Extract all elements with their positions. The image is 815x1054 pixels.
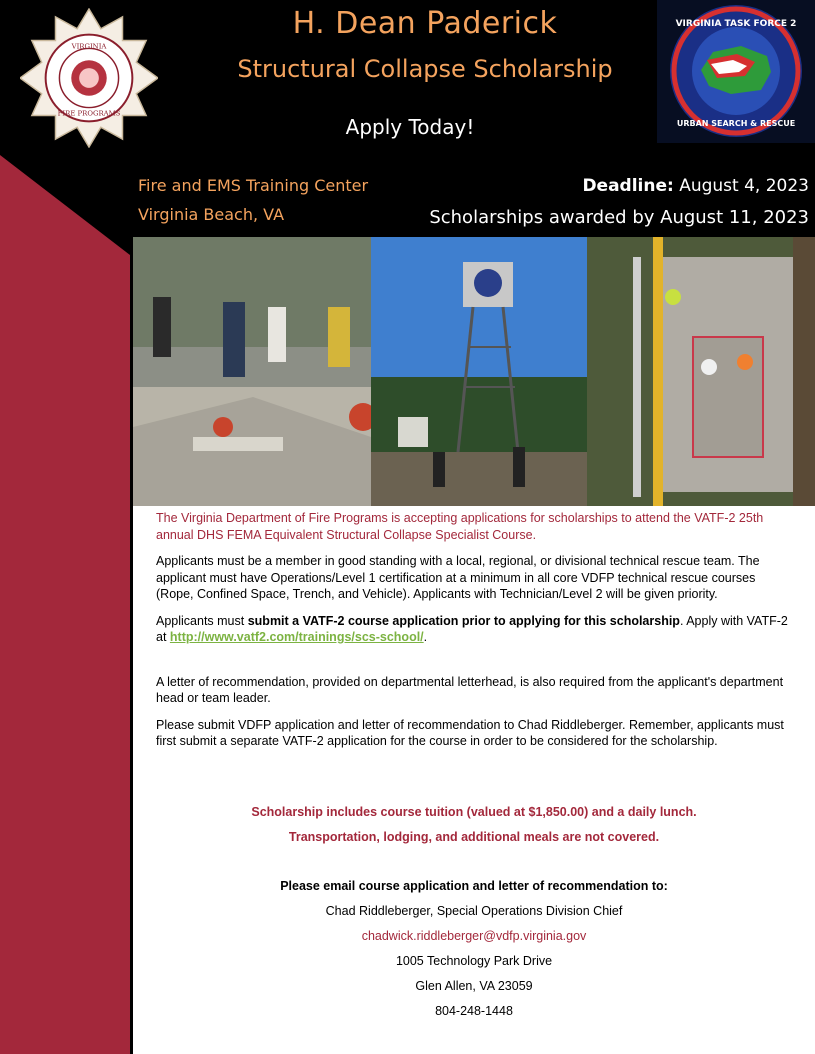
application-text-end: . <box>423 630 428 644</box>
application-text-pre: Applicants must <box>156 613 248 628</box>
contact-address-line1: 1005 Technology Park Drive <box>395 954 553 968</box>
vdfp-seal-logo <box>20 8 158 148</box>
photo-collage <box>133 237 815 506</box>
application-paragraph <box>156 613 796 646</box>
recommendation-paragraph: A letter of recommendation, provided on departmental letterhead, is also required from the applicant's department head or team leader. <box>156 674 784 705</box>
deadline-date: August 4, 2023 <box>673 176 809 196</box>
contact-phone: 804-248-1448 <box>435 1004 513 1018</box>
application-text-mid: . Apply with VATF-2 at <box>156 613 788 644</box>
submission-paragraph: Please submit VDFP application and letter of recommendation to Chad Riddleberger. Remember, applicants must first submit a separate VATF-2 application for the course in order to be considered for the scholarship. <box>156 717 784 748</box>
svg-text:FIRE PROGRAMS: FIRE PROGRAMS <box>57 109 121 118</box>
location-city: Virginia Beach, VA <box>138 205 285 224</box>
vatf2-patch-logo <box>657 0 815 143</box>
photo-wall-breach <box>587 237 815 506</box>
contact-name: Chad Riddleberger, Special Operations Division Chief <box>325 904 623 918</box>
contact-email[interactable]: chadwick.riddleberger@vdfp.virginia.gov <box>361 929 587 943</box>
deadline-label: Deadline: <box>582 176 674 196</box>
apply-today-text: Apply Today! <box>345 115 475 139</box>
title-name: H. Dean Paderick <box>292 6 558 41</box>
highlight-includes: Scholarship includes course tuition (valued at $1,850.00) and a daily lunch. <box>251 805 697 819</box>
location-venue: Fire and EMS Training Center <box>138 176 369 195</box>
contact-address-line2: Glen Allen, VA 23059 <box>415 979 533 993</box>
eligibility-paragraph: Applicants must be a member in good standing with a local, regional, or divisional technical rescue team. The applicant must have Operations/Level 1 certification at a minimum in all core VDFP technical rescue courses (Rope, Confined Space, Trench, and Vehicle). Applicants with Technician/Level 2 will be given priority. <box>156 554 760 601</box>
scholarship-highlights <box>133 800 815 850</box>
intro-paragraph: The Virginia Department of Fire Programs is accepting applications for scholarships to attend the VATF-2 25th annual DHS FEMA Equivalent Structural Collapse Specialist Course. <box>156 511 764 542</box>
svg-text:URBAN SEARCH & RESCUE: URBAN SEARCH & RESCUE <box>676 119 796 128</box>
svg-text:VIRGINIA TASK FORCE 2: VIRGINIA TASK FORCE 2 <box>675 19 797 29</box>
body-text <box>156 510 796 760</box>
contact-heading: Please email course application and letter of recommendation to: <box>280 879 668 893</box>
application-text-bold: submit a VATF-2 course application prior to applying for this scholarship <box>247 613 680 628</box>
deadline <box>582 176 809 196</box>
svg-text:VIRGINIA: VIRGINIA <box>71 42 107 51</box>
highlight-excludes: Transportation, lodging, and additional meals are not covered. <box>288 830 660 844</box>
photo-training-tower <box>371 237 587 506</box>
photo-rubble-training <box>133 237 377 506</box>
awarded-date: Scholarships awarded by August 11, 2023 <box>429 207 809 228</box>
contact-block <box>133 874 815 1024</box>
vatf2-link[interactable]: http://www.vatf2.com/trainings/scs-school/ <box>169 630 424 644</box>
title-scholarship: Structural Collapse Scholarship <box>237 55 613 83</box>
